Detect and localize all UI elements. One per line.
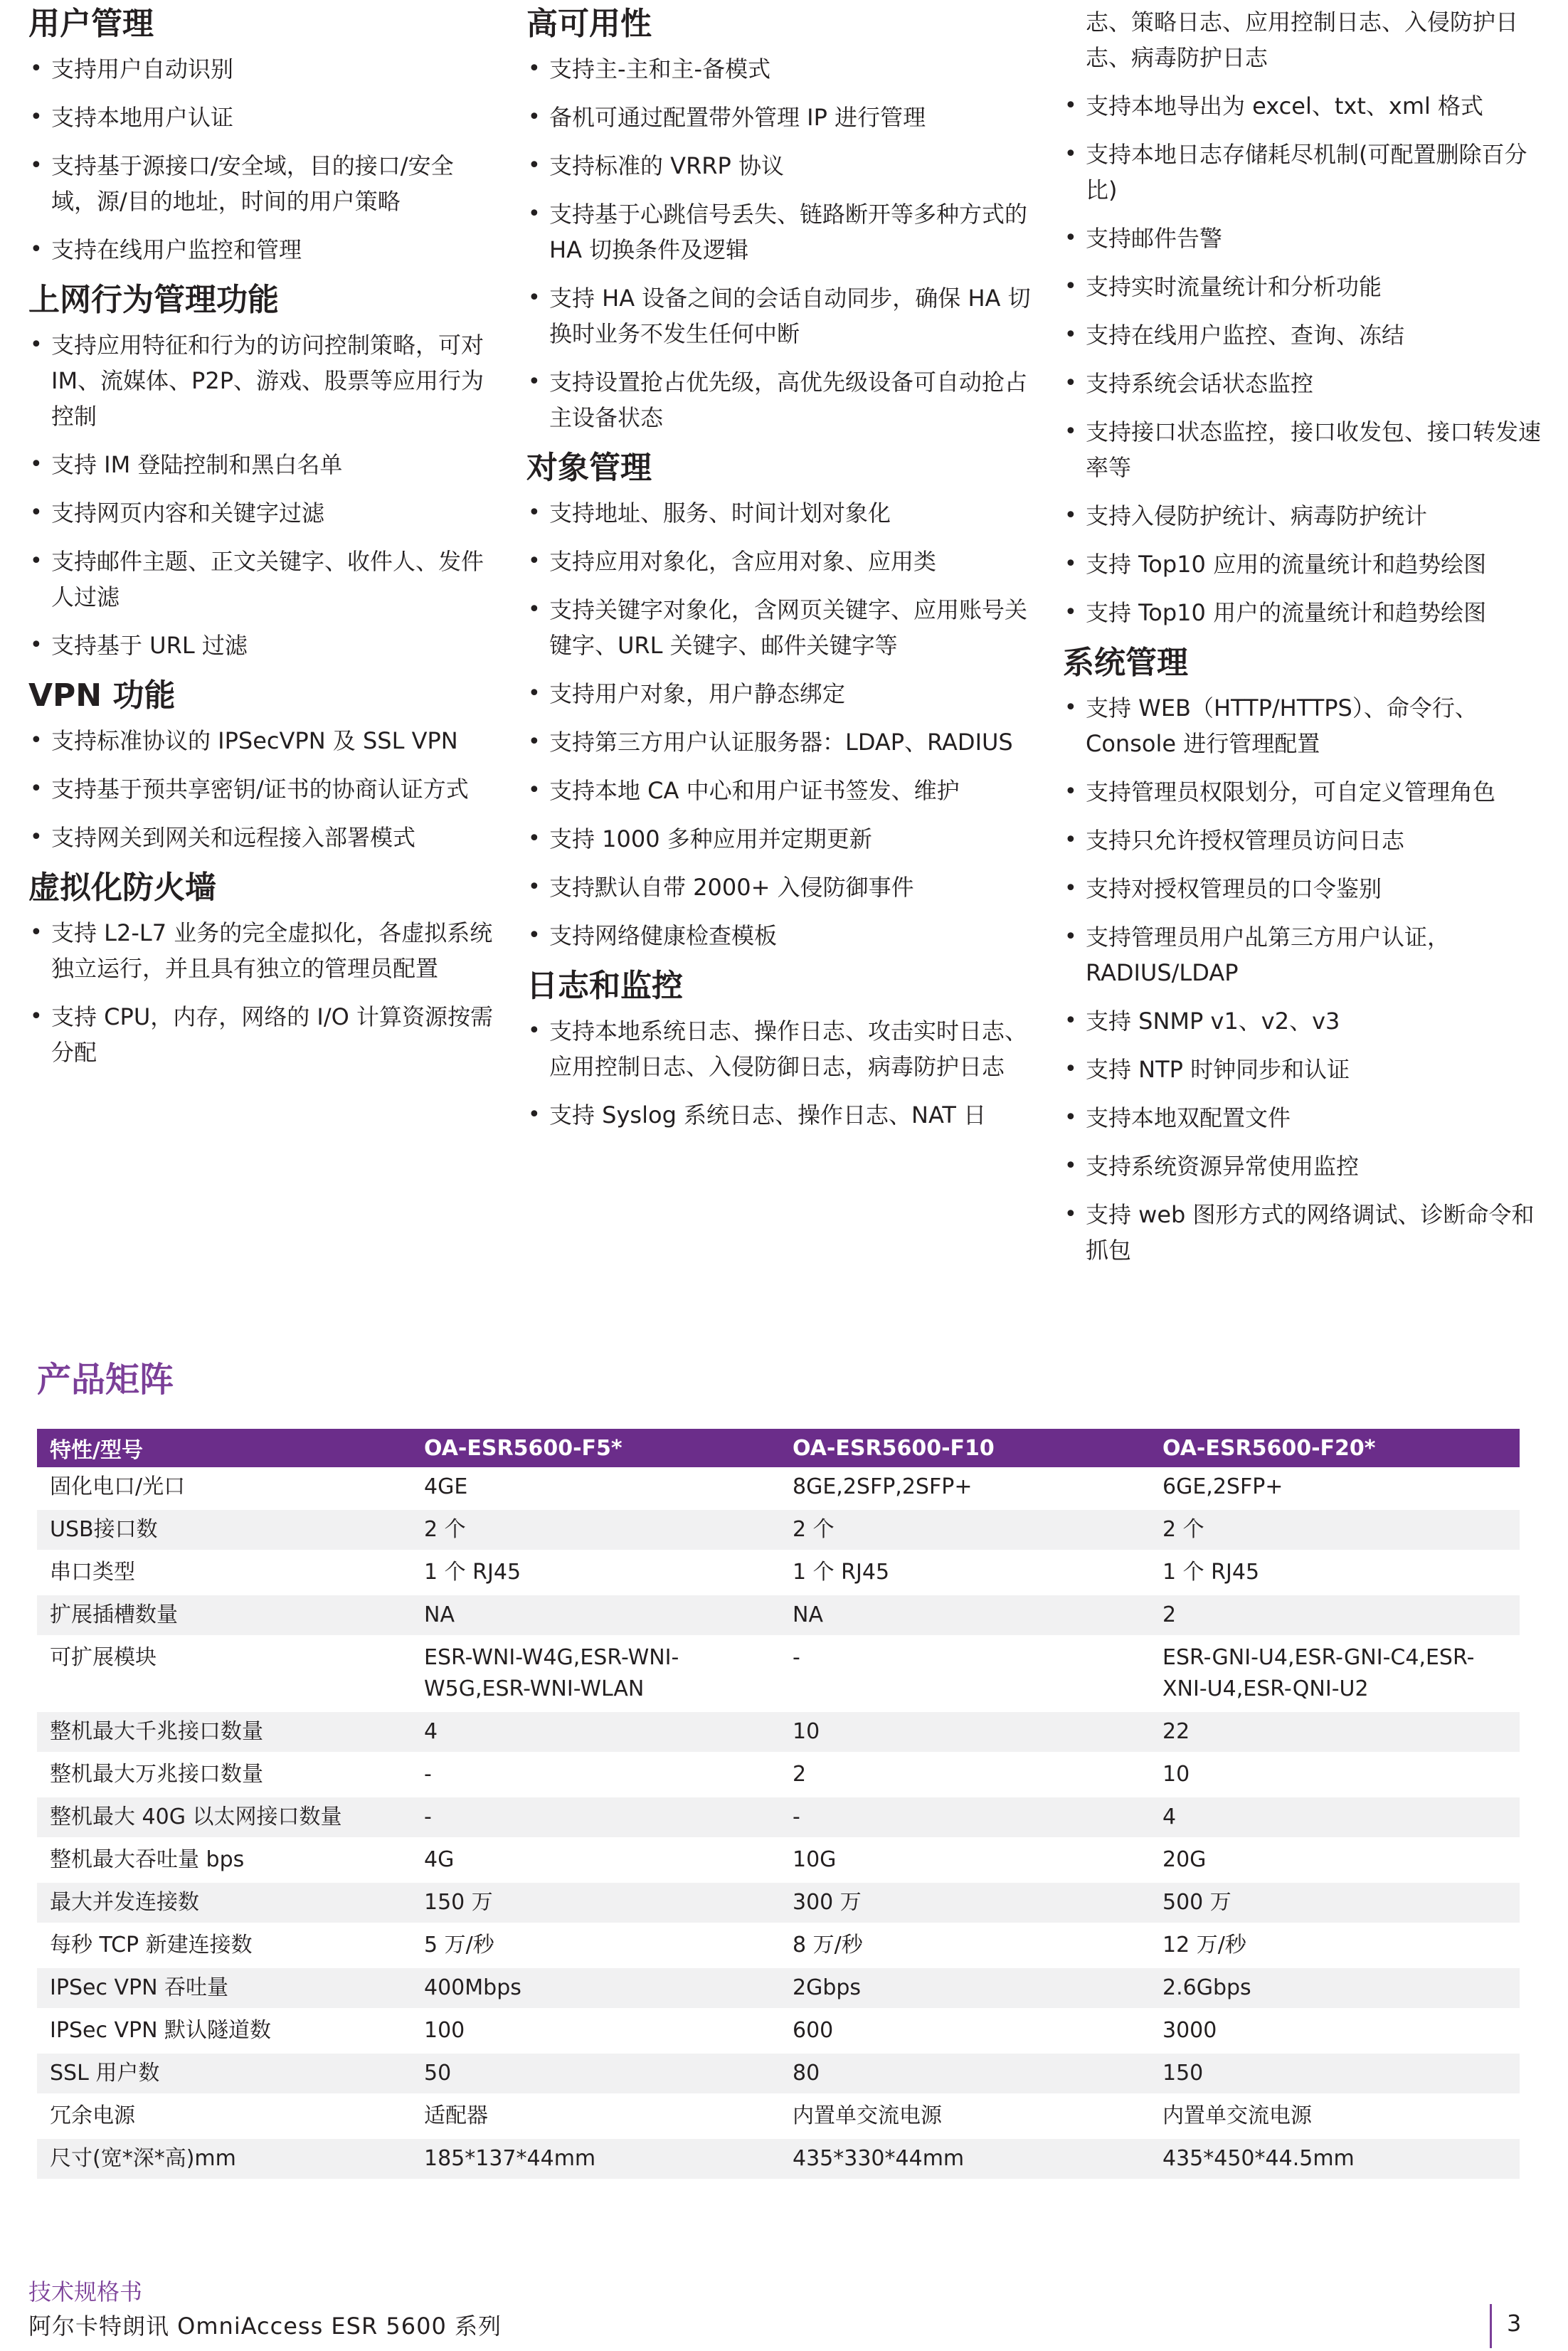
- table-cell: 2 个: [1150, 1509, 1520, 1551]
- list-item: • 支持 1000 多种应用并定期更新: [526, 821, 1039, 857]
- table-cell: 适配器: [411, 2095, 780, 2138]
- table-cell: 4: [1150, 1796, 1520, 1839]
- table-cell: 8GE,2SFP,2SFP+: [780, 1467, 1150, 1509]
- section-title-logs-monitoring: 日志和监控: [526, 968, 683, 1004]
- table-row: [37, 1594, 1520, 1637]
- table-cell: 300 万: [780, 1881, 1150, 1924]
- product-matrix-table: [37, 1429, 1520, 2182]
- column-left: [28, 0, 498, 1083]
- list-item: • 支持标准的 VRRP 协议: [526, 148, 1039, 184]
- table-cell: 扩展插槽数量: [37, 1594, 411, 1637]
- table-cell: 3000: [1150, 2009, 1520, 2052]
- list-item: • 支持 Top10 用户的流量统计和趋势绘图: [1063, 595, 1554, 630]
- list-item: • 支持第三方用户认证服务器：LDAP、RADIUS: [526, 724, 1039, 760]
- table-cell: SSL 用户数: [37, 2052, 411, 2095]
- table-cell: 100: [411, 2009, 780, 2052]
- list-item: • 支持本地用户认证: [28, 100, 498, 135]
- table-row: [37, 1967, 1520, 2009]
- list-object-management: [526, 495, 1039, 953]
- table-cell: 2 个: [411, 1509, 780, 1551]
- list-item: • 支持管理员权限划分，可自定义管理角色: [1063, 774, 1554, 810]
- table-cell: USB接口数: [37, 1509, 411, 1551]
- section-title-object-management: 对象管理: [526, 450, 652, 486]
- table-cell: 6GE,2SFP+: [1150, 1467, 1520, 1509]
- table-row: [37, 1711, 1520, 1753]
- table-cell: IPSec VPN 默认隧道数: [37, 2009, 411, 2052]
- list-item: • 支持管理员用户乩第三方用户认证，RADIUS/LDAP: [1063, 919, 1554, 990]
- list-item: • 支持 CPU，内存，网络的 I/O 计算资源按需分配: [28, 999, 498, 1070]
- table-header-row: [37, 1429, 1520, 1467]
- table-cell: 4G: [411, 1839, 780, 1881]
- table-cell: 2Gbps: [780, 1967, 1150, 2009]
- table-cell: 2.6Gbps: [1150, 1967, 1520, 2009]
- list-item: • 支持本地系统日志、操作日志、攻击实时日志、应用控制日志、入侵防御日志，病毒防护日志: [526, 1013, 1039, 1084]
- section-title-system-management: 系统管理: [1063, 645, 1188, 681]
- table-row: [37, 1839, 1520, 1881]
- table-cell: IPSec VPN 吞吐量: [37, 1967, 411, 2009]
- list-user-management: [28, 51, 498, 268]
- list-item: • 支持系统会话状态监控: [1063, 366, 1554, 401]
- table-cell: 4: [411, 1711, 780, 1753]
- list-item: • 支持 Syslog 系统日志、操作日志、NAT 日: [526, 1097, 1039, 1133]
- table-row: [37, 1881, 1520, 1924]
- table-cell: 整机最大千兆接口数量: [37, 1711, 411, 1753]
- list-item: • 支持网关到网关和远程接入部署模式: [28, 820, 498, 855]
- list-item: • 支持用户对象，用户静态绑定: [526, 676, 1039, 712]
- list-item: • 支持标准协议的 IPSecVPN 及 SSL VPN: [28, 723, 498, 759]
- list-item: • 支持 NTP 时钟同步和认证: [1063, 1052, 1554, 1087]
- list-item: • 支持基于源接口/安全域，目的接口/安全域，源/目的地址，时间的用户策略: [28, 148, 498, 219]
- list-vpn: [28, 723, 498, 855]
- column-right: [1063, 0, 1554, 1281]
- list-virtual-firewall: [28, 915, 498, 1070]
- section-title-user-management: 用户管理: [28, 6, 154, 42]
- list-logs-monitoring: [526, 1013, 1039, 1133]
- product-matrix-title: 产品矩阵: [37, 1360, 174, 1400]
- section-title-vpn: VPN 功能: [28, 677, 176, 714]
- list-internet-behavior: [28, 327, 498, 663]
- table-cell: 500 万: [1150, 1881, 1520, 1924]
- table-cell: 冗余电源: [37, 2095, 411, 2138]
- table-cell: 10: [780, 1711, 1150, 1753]
- table-cell: 固化电口/光口: [37, 1467, 411, 1509]
- list-item: • 支持用户自动识别: [28, 51, 498, 87]
- list-item: • 支持本地 CA 中心和用户证书签发、维护: [526, 773, 1039, 808]
- list-item: • 支持在线用户监控、查询、冻结: [1063, 317, 1554, 353]
- table-cell: 185*137*44mm: [411, 2138, 780, 2180]
- table-cell: 150 万: [411, 1881, 780, 1924]
- list-item: • 支持系统资源异常使用监控: [1063, 1148, 1554, 1184]
- table-row: [37, 2095, 1520, 2138]
- table-row: [37, 2052, 1520, 2095]
- table-cell: 可扩展模块: [37, 1637, 411, 1711]
- table-cell: 内置单交流电源: [1150, 2095, 1520, 2138]
- list-item: • 支持对授权管理员的口令鉴别: [1063, 871, 1554, 907]
- table-cell: 串口类型: [37, 1551, 411, 1594]
- table-cell: 10G: [780, 1839, 1150, 1881]
- table-cell: 尺寸(宽*深*高)mm: [37, 2138, 411, 2180]
- table-cell: 600: [780, 2009, 1150, 2052]
- table-cell: 435*450*44.5mm: [1150, 2138, 1520, 2180]
- list-item: • 支持邮件告警: [1063, 221, 1554, 256]
- list-item: • 支持入侵防护统计、病毒防护统计: [1063, 498, 1554, 534]
- table-cell: ESR-WNI-W4G,ESR-WNI-W5G,ESR-WNI-WLAN: [411, 1637, 780, 1711]
- table-header-cell: OA-ESR5600-F10: [780, 1429, 1150, 1467]
- list-item: • 支持 Top10 应用的流量统计和趋势绘图: [1063, 546, 1554, 582]
- list-logs-monitoring-continued: [1063, 88, 1554, 630]
- table-cell: 1 个 RJ45: [411, 1551, 780, 1594]
- list-item: • 支持地址、服务、时间计划对象化: [526, 495, 1039, 531]
- section-title-internet-behavior: 上网行为管理功能: [28, 282, 279, 318]
- table-row: [37, 1637, 1520, 1711]
- table-cell: 最大并发连接数: [37, 1881, 411, 1924]
- footer-doc-type: 技术规格书: [28, 2278, 143, 2305]
- list-item: • 支持 L2-L7 业务的完全虚拟化，各虚拟系统独立运行，并且具有独立的管理员配置: [28, 915, 498, 986]
- list-item: • 支持只允许授权管理员访问日志: [1063, 823, 1554, 858]
- list-item: • 支持在线用户监控和管理: [28, 232, 498, 268]
- section-title-high-availability: 高可用性: [526, 6, 652, 42]
- table-cell: 2: [1150, 1594, 1520, 1637]
- list-high-availability: [526, 51, 1039, 435]
- table-cell: 整机最大吞吐量 bps: [37, 1839, 411, 1881]
- table-cell: -: [780, 1637, 1150, 1711]
- list-item: • 支持设置抢占优先级，高优先级设备可自动抢占主设备状态: [526, 364, 1039, 435]
- list-item: • 支持应用对象化，含应用对象、应用类: [526, 544, 1039, 579]
- list-item: • 支持主-主和主-备模式: [526, 51, 1039, 87]
- table-cell: 1 个 RJ45: [780, 1551, 1150, 1594]
- table-cell: 8 万/秒: [780, 1924, 1150, 1967]
- table-cell: 10: [1150, 1753, 1520, 1796]
- list-item: • 支持本地双配置文件: [1063, 1100, 1554, 1136]
- list-item: • 支持网络健康检查模板: [526, 918, 1039, 953]
- list-item: • 支持 HA 设备之间的会话自动同步，确保 HA 切换时业务不发生任何中断: [526, 280, 1039, 352]
- table-row: [37, 1509, 1520, 1551]
- table-cell: 22: [1150, 1711, 1520, 1753]
- list-item: • 备机可通过配置带外管理 IP 进行管理: [526, 100, 1039, 135]
- page-number: 3: [1507, 2310, 1522, 2337]
- table-row: [37, 1924, 1520, 1967]
- table-cell: ESR-GNI-U4,ESR-GNI-C4,ESR-XNI-U4,ESR-QNI-U2: [1150, 1637, 1520, 1711]
- list-item: • 支持基于心跳信号丢失、链路断开等多种方式的 HA 切换条件及逻辑: [526, 196, 1039, 268]
- list-item: • 支持网页内容和关键字过滤: [28, 495, 498, 531]
- footer-divider: [1490, 2304, 1492, 2348]
- table-header-cell: OA-ESR5600-F20*: [1150, 1429, 1520, 1467]
- table-row: [37, 2009, 1520, 2052]
- list-item-continuation: 志、策略日志、应用控制日志、入侵防护日志、病毒防护日志: [1086, 9, 1519, 71]
- table-cell: 20G: [1150, 1839, 1520, 1881]
- list-item: • 支持接口状态监控，接口收发包、接口转发速率等: [1063, 414, 1554, 485]
- table-cell: 每秒 TCP 新建连接数: [37, 1924, 411, 1967]
- list-item: • 支持实时流量统计和分析功能: [1063, 269, 1554, 305]
- list-item: • 支持 WEB（HTTP/HTTPS）、命令行、Console 进行管理配置: [1063, 690, 1554, 761]
- table-row: [37, 1467, 1520, 1509]
- table-cell: 2 个: [780, 1509, 1150, 1551]
- table-row: [37, 2138, 1520, 2180]
- list-item: • 支持 SNMP v1、v2、v3: [1063, 1003, 1554, 1039]
- table-cell: -: [780, 1796, 1150, 1839]
- table-row: [37, 1753, 1520, 1796]
- list-item: • 支持邮件主题、正文关键字、收件人、发件人过滤: [28, 544, 498, 615]
- list-item: • 支持基于 URL 过滤: [28, 628, 498, 663]
- table-header-cell: OA-ESR5600-F5*: [411, 1429, 780, 1467]
- table-cell: -: [411, 1796, 780, 1839]
- list-item: • 支持 web 图形方式的网络调试、诊断命令和抓包: [1063, 1197, 1554, 1268]
- table-cell: 400Mbps: [411, 1967, 780, 2009]
- table-cell: 1 个 RJ45: [1150, 1551, 1520, 1594]
- table-cell: 50: [411, 2052, 780, 2095]
- table-cell: 整机最大万兆接口数量: [37, 1753, 411, 1796]
- column-middle: [526, 0, 1039, 1146]
- list-item: • 支持基于预共享密钥/证书的协商认证方式: [28, 771, 498, 807]
- table-cell: 80: [780, 2052, 1150, 2095]
- list-item: • 支持默认自带 2000+ 入侵防御事件: [526, 870, 1039, 905]
- list-item: • 支持本地导出为 excel、txt、xml 格式: [1063, 88, 1554, 124]
- table-cell: 150: [1150, 2052, 1520, 2095]
- table-cell: 12 万/秒: [1150, 1924, 1520, 1967]
- list-system-management: [1063, 690, 1554, 1268]
- table-cell: 435*330*44mm: [780, 2138, 1150, 2180]
- table-cell: 整机最大 40G 以太网接口数量: [37, 1796, 411, 1839]
- list-item: • 支持关键字对象化，含网页关键字、应用账号关键字、URL 关键字、邮件关键字等: [526, 592, 1039, 663]
- list-item: • 支持本地日志存储耗尽机制(可配置删除百分比): [1063, 137, 1554, 208]
- table-cell: 2: [780, 1753, 1150, 1796]
- list-item: • 支持应用特征和行为的访问控制策略，可对 IM、流媒体、P2P、游戏、股票等应用行为控制: [28, 327, 498, 434]
- list-item: • 支持 IM 登陆控制和黑白名单: [28, 447, 498, 482]
- table-cell: 4GE: [411, 1467, 780, 1509]
- footer-product-name: 阿尔卡特朗讯 OmniAccess ESR 5600 系列: [28, 2313, 502, 2340]
- table-row: [37, 1551, 1520, 1594]
- table-cell: NA: [411, 1594, 780, 1637]
- section-title-virtual-firewall: 虚拟化防火墙: [28, 870, 216, 906]
- table-row: [37, 1796, 1520, 1839]
- table-header-cell: 特性/型号: [37, 1429, 411, 1467]
- table-cell: NA: [780, 1594, 1150, 1637]
- table-cell: 5 万/秒: [411, 1924, 780, 1967]
- table-cell: 内置单交流电源: [780, 2095, 1150, 2138]
- table-cell: -: [411, 1753, 780, 1796]
